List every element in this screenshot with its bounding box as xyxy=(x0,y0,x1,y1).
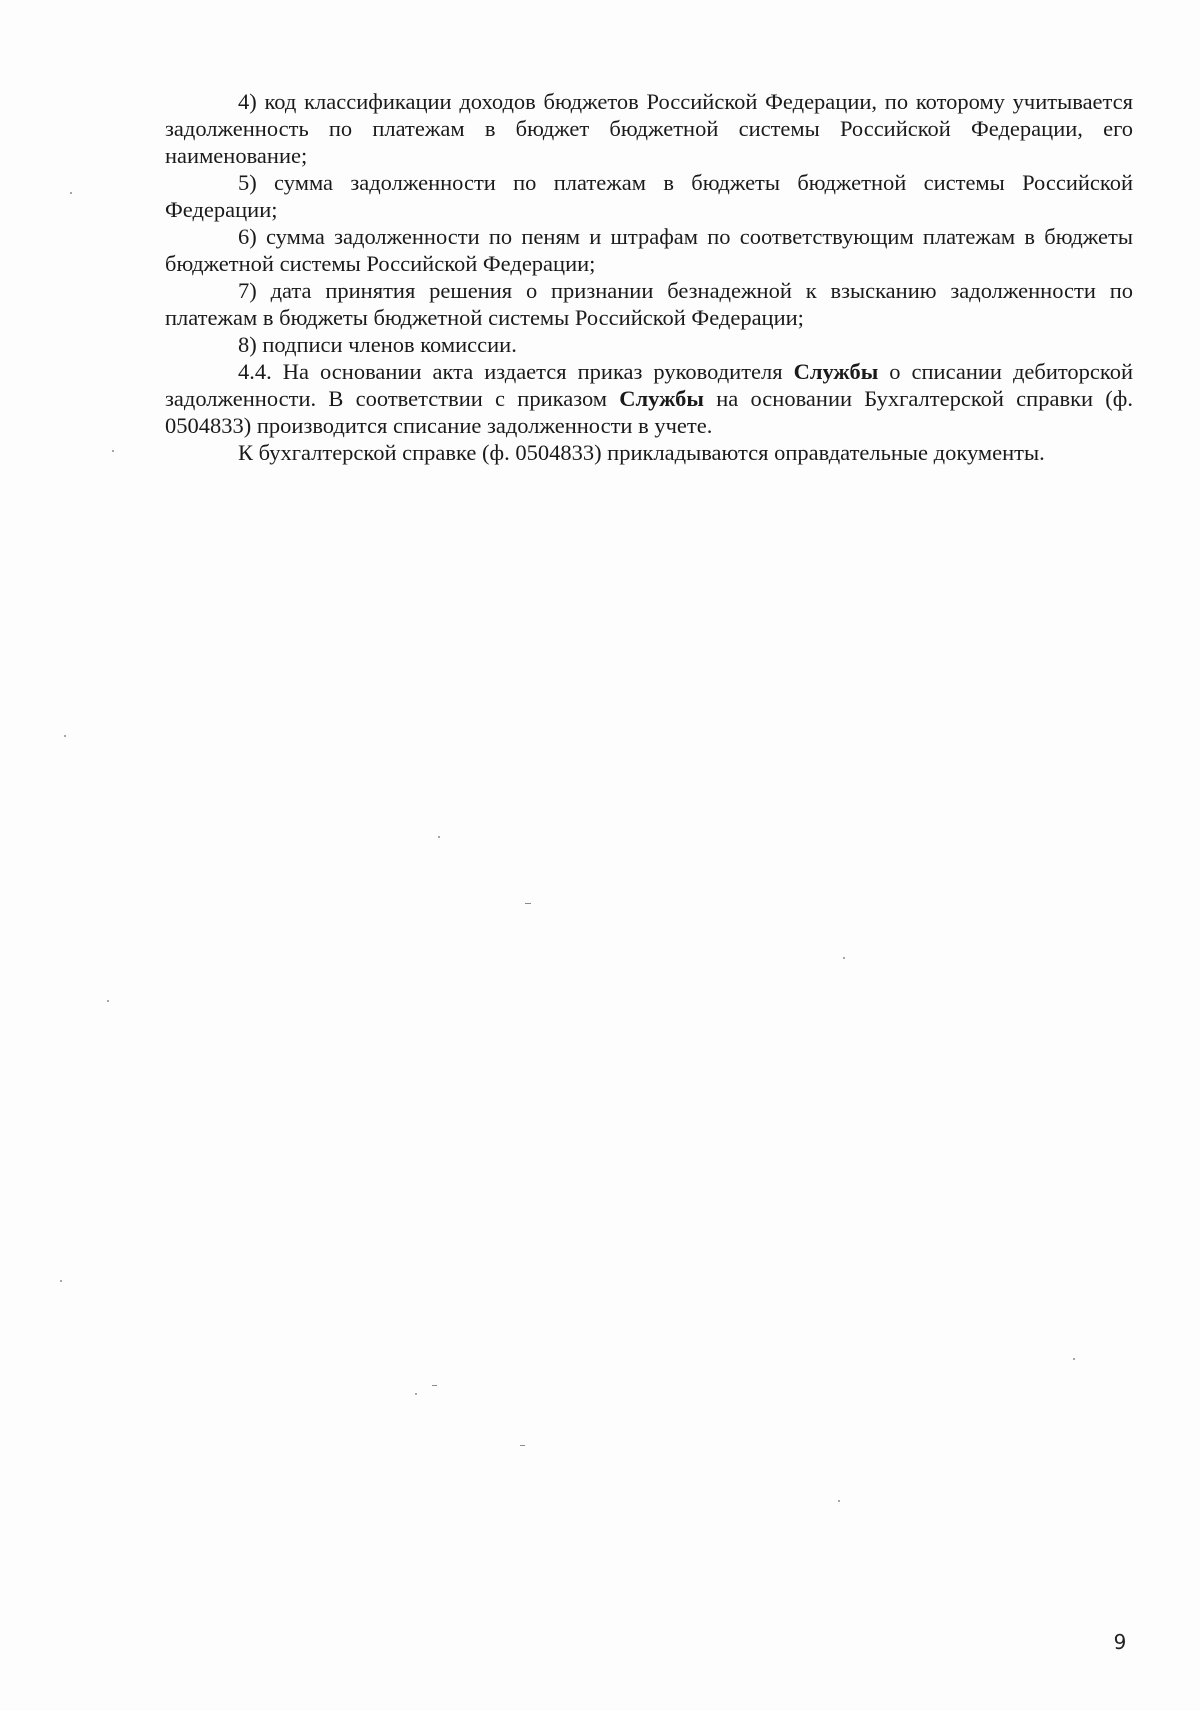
page-number: 9 xyxy=(1113,1630,1127,1654)
scan-speck xyxy=(70,192,72,194)
scan-speck xyxy=(112,450,114,452)
service-name-bold-1: Службы xyxy=(793,359,879,384)
scan-speck xyxy=(438,836,440,838)
scan-speck xyxy=(520,1445,525,1446)
scan-speck xyxy=(1073,1358,1075,1360)
list-item-4: 4) код классификации доходов бюджетов Российской Федерации, по которому учитывается задолженность по платежам в бюджет бюджетной системы Российской Федерации, его наименование; xyxy=(165,89,1133,168)
section-4-4-text-2: о списании дебиторской задолженности. В соответствии с приказом xyxy=(165,359,1133,411)
list-item-5: 5) сумма задолженности по платежам в бюджеты бюджетной системы Российской Федерации; xyxy=(165,170,1133,222)
section-4-4-text-3: на основании Бухгалтерской справки (ф. 0504833) производится списание задолженности в учете. xyxy=(165,386,1133,438)
closing-paragraph: К бухгалтерской справке (ф. 0504833) прикладываются оправдательные документы. xyxy=(238,440,1045,465)
section-4-4-text-1: 4.4. На основании акта издается приказ руководителя xyxy=(238,359,794,384)
scan-speck xyxy=(525,903,531,904)
list-item-7: 7) дата принятия решения о признании безнадежной к взысканию задолженности по платежам в бюджеты бюджетной системы Российской Федерации; xyxy=(165,278,1133,330)
scan-speck xyxy=(432,1385,437,1386)
scan-speck xyxy=(107,1000,109,1002)
document-body xyxy=(165,88,1133,466)
section-4-4-paragraph xyxy=(165,358,1133,439)
scan-speck xyxy=(838,1500,840,1502)
scan-speck xyxy=(843,957,845,959)
list-item-6: 6) сумма задолженности по пеням и штрафам по соответствующим платежам в бюджеты бюджетной системы Российской Федерации; xyxy=(165,224,1133,276)
scan-speck xyxy=(64,735,66,737)
service-name-bold-2: Службы xyxy=(619,386,704,411)
scan-speck xyxy=(415,1393,417,1395)
list-item-8: 8) подписи членов комиссии. xyxy=(238,332,517,357)
scan-speck xyxy=(60,1280,62,1282)
